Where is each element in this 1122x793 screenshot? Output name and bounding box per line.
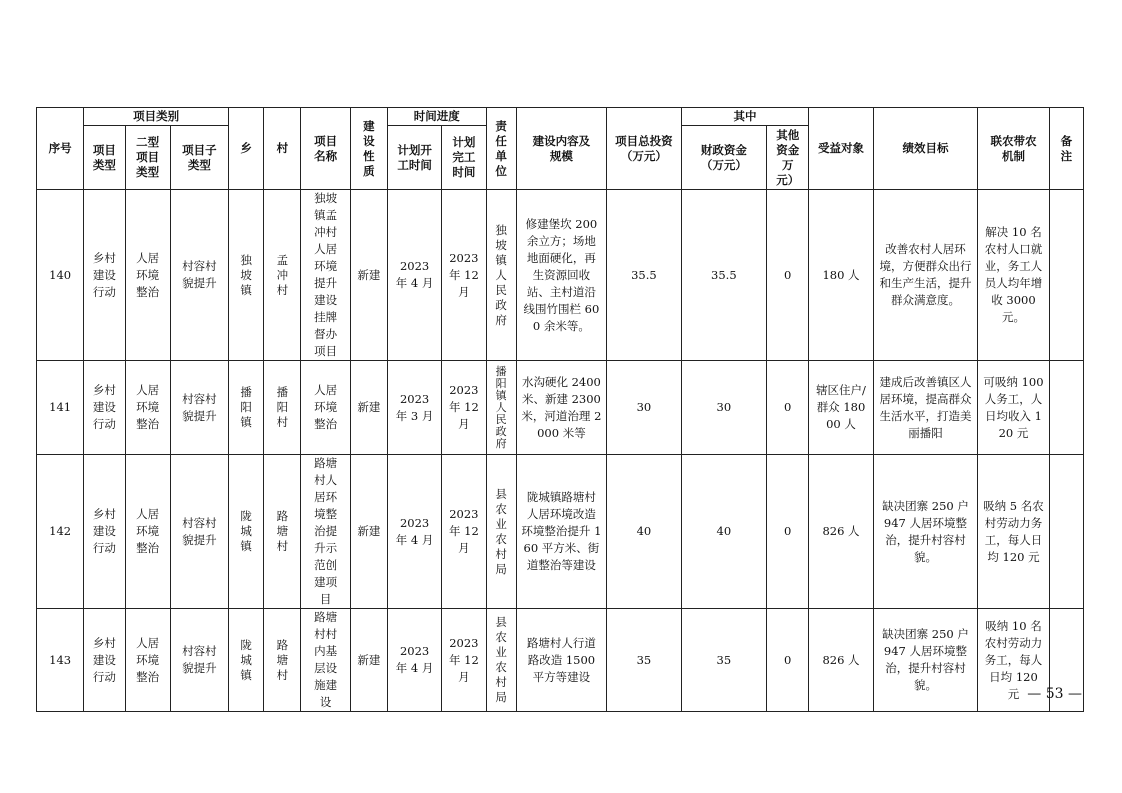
cell-fiscal: 35	[681, 609, 766, 712]
cell-beneficiary: 826 人	[809, 609, 873, 712]
cell-fiscal: 35.5	[681, 190, 766, 361]
header-village: 村	[264, 108, 301, 190]
cell-second-type: 人居环境整治	[125, 361, 170, 455]
cell-total-invest: 35.5	[607, 190, 681, 361]
cell-content: 水沟硬化 2400 米、新建 2300 米，河道治理 2000 米等	[516, 361, 607, 455]
header-other-fund: 其他资金万元）	[767, 126, 809, 190]
header-beneficiary: 受益对象	[809, 108, 873, 190]
cell-village: 孟冲村	[264, 190, 301, 361]
cell-second-type: 人居环境整治	[125, 190, 170, 361]
header-category-group: 项目类别	[84, 108, 229, 126]
header-seq: 序号	[37, 108, 84, 190]
page-number: — 53 —	[1027, 686, 1082, 702]
cell-total-invest: 40	[607, 455, 681, 609]
cell-village: 播阳村	[264, 361, 301, 455]
cell-remark	[1049, 455, 1083, 609]
cell-plan-start: 2023 年 4 月	[387, 190, 441, 361]
header-build-nature: 建设性质	[350, 108, 387, 190]
cell-sub-type: 村容村貌提升	[170, 361, 228, 455]
cell-performance: 建成后改善镇区人居环境，提高群众生活水平，打造美丽播阳	[873, 361, 978, 455]
cell-project-type: 乡村建设行动	[84, 455, 125, 609]
cell-mechanism: 解决 10 名农村人口就业，务工人员人均年增收 3000 元。	[978, 190, 1049, 361]
cell-build-nature: 新建	[350, 190, 387, 361]
cell-project-name: 路塘村村内基层设施建设	[301, 609, 350, 712]
header-remark: 备注	[1049, 108, 1083, 190]
cell-sub-type: 村容村貌提升	[170, 190, 228, 361]
cell-township: 陇城镇	[229, 609, 264, 712]
cell-plan-start: 2023 年 4 月	[387, 455, 441, 609]
cell-build-nature: 新建	[350, 361, 387, 455]
cell-responsible: 县农业农村局	[486, 455, 516, 609]
cell-beneficiary: 180 人	[809, 190, 873, 361]
cell-total-invest: 30	[607, 361, 681, 455]
cell-build-nature: 新建	[350, 455, 387, 609]
cell-township: 陇城镇	[229, 455, 264, 609]
cell-build-nature: 新建	[350, 609, 387, 712]
cell-project-name: 路塘村人居环境整治提升示范创建项目	[301, 455, 350, 609]
header-fiscal: 财政资金（万元）	[681, 126, 766, 190]
header-mechanism: 联农带农机制	[978, 108, 1049, 190]
cell-performance: 改善农村人居环境，方便群众出行和生产生活，提升群众满意度。	[873, 190, 978, 361]
cell-project-name: 独坡镇孟冲村人居环境提升建设挂牌督办项目	[301, 190, 350, 361]
cell-other-fund: 0	[767, 361, 809, 455]
cell-remark	[1049, 361, 1083, 455]
cell-other-fund: 0	[767, 190, 809, 361]
cell-village: 路塘村	[264, 609, 301, 712]
header-sub-type: 项目子类型	[170, 126, 228, 190]
cell-other-fund: 0	[767, 455, 809, 609]
cell-content: 修建堡坎 200 余立方；场地地面硬化，再生资源回收站、主村道沿线围竹围栏 600 余米等。	[516, 190, 607, 361]
table-row	[37, 609, 1084, 712]
cell-village: 路塘村	[264, 455, 301, 609]
cell-project-type: 乡村建设行动	[84, 609, 125, 712]
header-township: 乡	[229, 108, 264, 190]
cell-seq: 140	[37, 190, 84, 361]
cell-remark	[1049, 190, 1083, 361]
header-total-invest: 项目总投资（万元）	[607, 108, 681, 190]
cell-performance: 缺决团寨 250 户 947 人居环境整治，提升村容村貌。	[873, 609, 978, 712]
cell-project-type: 乡村建设行动	[84, 361, 125, 455]
cell-mechanism: 可吸纳 100 人务工，人日均收入 120 元	[978, 361, 1049, 455]
header-project-type: 项目类型	[84, 126, 125, 190]
header-plan-start: 计划开工时间	[387, 126, 441, 190]
cell-mechanism: 吸纳 10 名农村劳动力务工，每人日均 120 元	[978, 609, 1049, 712]
cell-mechanism: 吸纳 5 名农村劳动力务工，每人日均 120 元	[978, 455, 1049, 609]
header-second-type: 二型项目类型	[125, 126, 170, 190]
cell-plan-end: 2023 年 12 月	[442, 361, 486, 455]
cell-seq: 142	[37, 455, 84, 609]
table-row	[37, 361, 1084, 455]
cell-seq: 141	[37, 361, 84, 455]
header-content: 建设内容及规模	[516, 108, 607, 190]
cell-plan-start: 2023 年 3 月	[387, 361, 441, 455]
cell-project-type: 乡村建设行动	[84, 190, 125, 361]
cell-content: 陇城镇路塘村人居环境改造环境整治提升 160 平方米、街道整治等建设	[516, 455, 607, 609]
cell-other-fund: 0	[767, 609, 809, 712]
cell-township: 播阳镇	[229, 361, 264, 455]
table-body	[37, 190, 1084, 712]
cell-total-invest: 35	[607, 609, 681, 712]
cell-second-type: 人居环境整治	[125, 609, 170, 712]
cell-responsible: 播阳镇人民政府	[486, 361, 516, 455]
cell-content: 路塘村人行道路改造 1500 平方等建设	[516, 609, 607, 712]
table-row	[37, 455, 1084, 609]
header-among-group: 其中	[681, 108, 809, 126]
cell-plan-end: 2023 年 12 月	[442, 455, 486, 609]
cell-plan-end: 2023 年 12 月	[442, 190, 486, 361]
cell-plan-end: 2023 年 12 月	[442, 609, 486, 712]
cell-township: 独坡镇	[229, 190, 264, 361]
table-header	[37, 108, 1084, 190]
header-plan-end: 计划完工时间	[442, 126, 486, 190]
cell-sub-type: 村容村貌提升	[170, 609, 228, 712]
cell-sub-type: 村容村貌提升	[170, 455, 228, 609]
table-row	[37, 190, 1084, 361]
cell-beneficiary: 826 人	[809, 455, 873, 609]
cell-responsible: 县农业农村局	[486, 609, 516, 712]
project-table	[36, 107, 1084, 712]
header-schedule-group: 时间进度	[387, 108, 486, 126]
cell-responsible: 独坡镇人民政府	[486, 190, 516, 361]
cell-fiscal: 40	[681, 455, 766, 609]
header-project-name: 项目名称	[301, 108, 350, 190]
cell-fiscal: 30	[681, 361, 766, 455]
cell-performance: 缺决团寨 250 户 947 人居环境整治，提升村容村貌。	[873, 455, 978, 609]
header-performance: 绩效目标	[873, 108, 978, 190]
cell-beneficiary: 辖区住户/群众 18000 人	[809, 361, 873, 455]
cell-plan-start: 2023 年 4 月	[387, 609, 441, 712]
cell-seq: 143	[37, 609, 84, 712]
header-responsible: 责任单位	[486, 108, 516, 190]
cell-project-name: 人居环境整治	[301, 361, 350, 455]
cell-second-type: 人居环境整治	[125, 455, 170, 609]
